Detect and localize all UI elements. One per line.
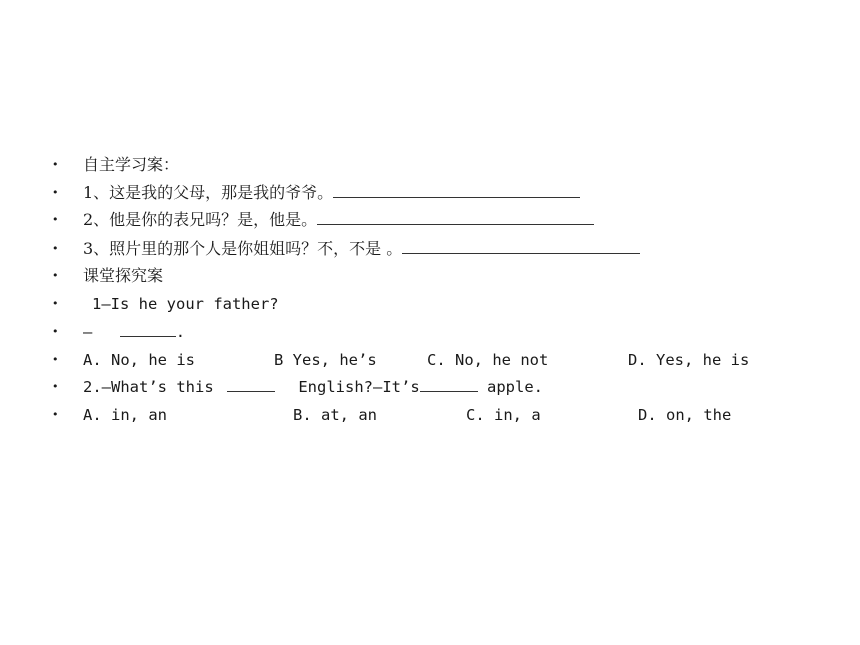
q2-option-a: A. in, an — [83, 406, 167, 424]
q2-part2: English?—It’s — [298, 378, 420, 396]
bullet-icon: • — [52, 213, 59, 226]
q2-part1: 2.—What’s this — [83, 378, 214, 396]
bullet-icon: • — [52, 408, 59, 421]
bullet-icon: • — [52, 242, 59, 255]
q2-option-b: B. at, an — [293, 406, 377, 424]
q2-option-c: C. in, a — [466, 406, 541, 424]
q1-option-d: D. Yes, he is — [628, 351, 750, 369]
q2-option-d: D. on, the — [638, 406, 732, 424]
answer-blank — [333, 182, 580, 198]
q1-prompt: 1—Is he your father? — [92, 295, 279, 313]
self-study-heading: 自主学习案： — [83, 155, 180, 174]
q1-option-a: A. No, he is — [83, 351, 195, 369]
list-item — [52, 348, 812, 372]
list-item — [52, 403, 812, 427]
q1-option-c: C. No, he not — [427, 351, 549, 369]
bullet-icon: • — [52, 158, 59, 171]
answer-blank — [120, 321, 176, 337]
q2-part3: apple. — [487, 378, 544, 396]
dash: — — [83, 323, 93, 341]
bullet-icon: • — [52, 269, 59, 282]
bullet-icon: • — [52, 380, 59, 393]
bullet-icon: • — [52, 325, 59, 338]
q1-option-b: B Yes, he’s — [274, 351, 377, 369]
question-text: 2、他是你的表兄吗？是，他是。 — [83, 210, 318, 229]
answer-blank — [227, 376, 275, 392]
answer-blank — [317, 209, 594, 225]
class-explore-heading: 课堂探究案 — [83, 266, 164, 285]
bullet-icon: • — [52, 186, 59, 199]
answer-blank — [402, 238, 640, 254]
answer-blank — [420, 376, 478, 392]
period: . — [175, 323, 186, 341]
question-text: 3、照片里的那个人是你姐姐吗？不，不是 。 — [83, 239, 403, 258]
bullet-icon: • — [52, 353, 59, 366]
bullet-icon: • — [52, 297, 59, 310]
question-text: 1、这是我的父母，那是我的爷爷。 — [83, 183, 334, 202]
